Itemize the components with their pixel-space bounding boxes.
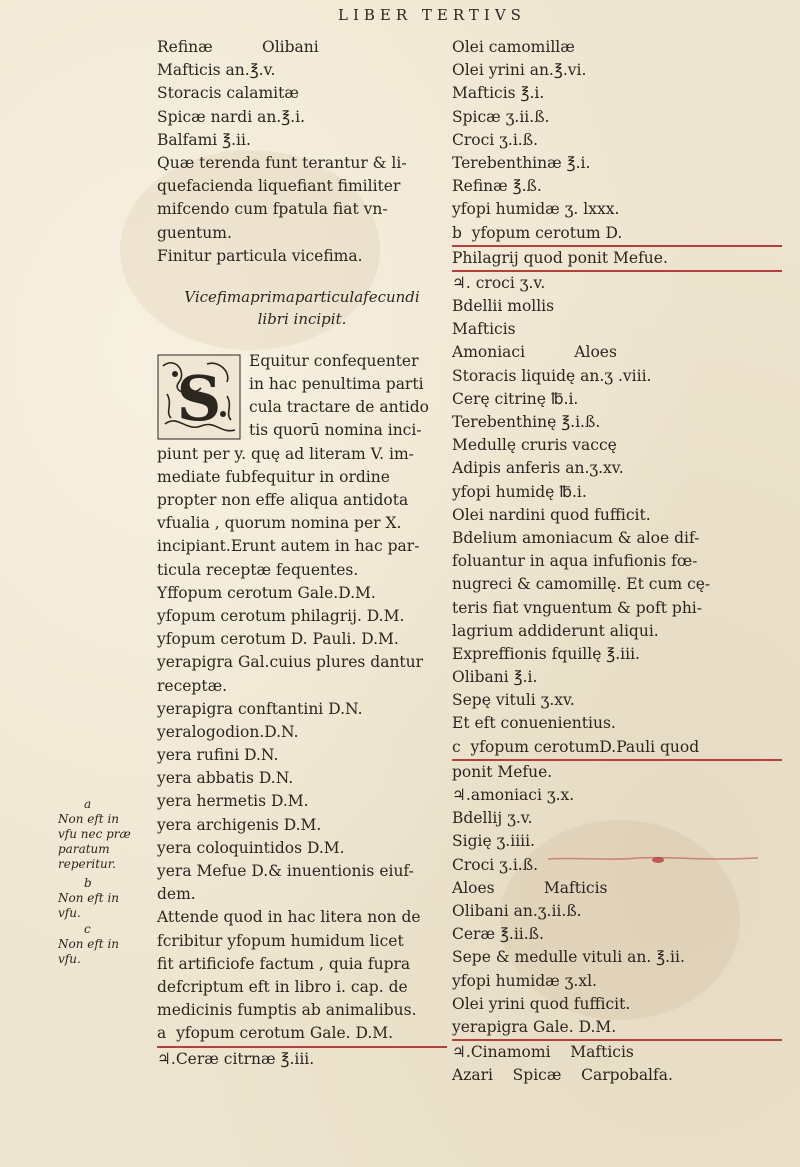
right-text-line: Olei camomillæ [452,38,575,56]
right-text-line: Terebenthinæ ℥.i. [452,153,591,172]
section-spacer [157,330,447,350]
left-text-line: Balfami ℥.ii. [157,130,251,149]
left-column-body [157,443,447,1071]
right-text-line: Bdellij ʒ.v. [452,809,533,828]
dropcap-letter: S [176,361,222,435]
right-text-line: Amoniaci Aloes [452,343,617,362]
right-text-line: Croci ʒ.i.ß. [452,855,539,874]
right-text-line: Terebenthinę ℥.i.ß. [452,413,601,431]
left-text-line: a yfopum cerotum Gale. D.M. [157,1022,447,1047]
left-text-line: ticula receptæ fequentes. [157,560,359,579]
margin-note-line: Non eft in [58,812,120,826]
right-text-line: Medullę cruris vaccę [452,436,617,455]
margin-note-b [58,876,154,921]
margin-note-c-text [58,937,154,967]
margin-note-line: Non eft in [58,891,120,905]
margin-note-line: vfu. [58,952,81,966]
right-text-line: Sigię ʒ.iiii. [452,832,535,851]
margin-note-b-text [58,891,154,921]
left-text-line: fcribitur yfopum humidum licet [157,931,404,950]
right-text-line: Refinæ ℥.ß. [452,177,542,196]
right-text-line: Storacis liquidę an.ʒ .viii. [452,366,652,385]
left-text-line: Spicæ nardi an.℥.i. [157,107,306,126]
right-text-line: yerapigra Gale. D.M. [452,1016,782,1041]
right-text-line: Bdelium amoniacum & aloe dif- [452,528,700,547]
left-text-line: yfopum cerotum philagrij. D.M. [157,606,405,625]
left-column-top-text [157,36,447,268]
left-column [157,36,447,1071]
margin-mark-a: a [84,797,92,811]
right-text-line: ♃. croci ʒ.v. [452,273,546,292]
right-text-line: Olibani an.ʒ.ii.ß. [452,901,582,920]
left-text-line: Attende quod in hac litera non de [157,908,421,927]
right-text-line: Croci ʒ.i.ß. [452,130,539,149]
right-text-line: Et eft conuenientius. [452,714,616,733]
left-text-line: Yffopum cerotum Gale.D.M. [157,583,376,602]
dropcap-text-line: Equitur confequenter [249,351,419,370]
margin-mark-c: c [84,922,91,936]
right-text-line: ponit Mefue. [452,762,553,781]
right-text-line: nugreci & camomillę. Et cum cę- [452,575,711,594]
dropcap-text-line: in hac penultima parti [249,375,424,394]
left-text-line: yeralogodion.D.N. [157,722,299,741]
right-text-line: Olei nardini quod fufficit. [452,505,651,524]
left-text-line: Refinæ Olibani [157,38,319,56]
left-text-line: yera hermetis D.M. [157,792,309,811]
dropcap-text-line: tis quorū nomina inci- [249,421,422,440]
right-text-line: yfopi humidæ ʒ. lxxx. [452,200,620,219]
right-text-line: ♃.Cinamomi Mafticis [452,1043,634,1062]
right-text-line: Expreffionis fquillę ℥.iii. [452,644,640,663]
right-text-line: Sepę vituli ʒ.xv. [452,691,575,710]
right-text-line: ♃.amoniaci ʒ.x. [452,786,575,804]
right-text-line: Olei yrini quod fufficit. [452,994,631,1013]
right-text-line: lagrium addiderunt aliqui. [452,621,659,640]
left-text-line: piunt per y. quę ad literam V. im- [157,444,414,463]
left-text-line: incipiant.Erunt autem in hac par- [157,537,420,556]
margin-note-a [58,797,154,872]
left-text-line: yera abbatis D.N. [157,769,294,788]
dropcap-paragraph [157,350,447,443]
left-text-line: propter non effe aliqua antidota [157,491,409,509]
margin-note-line: Non eft in [58,937,120,951]
left-text-line: medicinis fumptis ab animalibus. [157,1001,417,1020]
section-heading-line-2: libri incipit. [257,309,347,328]
margin-note-line: paratum [58,842,110,856]
left-text-line: quefacienda liquefiant fimiliter [157,177,401,196]
left-text-line: yera rufini D.N. [157,746,279,765]
right-text-line: Sepe & medulle vituli an. ℥.ii. [452,948,685,967]
section-heading-line-1: Vicefimaprimaparticulafecundi [184,287,420,306]
left-text-line: Quæ terenda funt terantur & li- [157,153,407,172]
margin-note-line: vfu nec præ [58,827,131,841]
left-text-line: fit artificiofe factum , quia fupra [157,954,411,973]
left-text-line: Finitur particula vicefima. [157,246,363,265]
right-text-line: foluantur in aqua infufionis fœ- [452,552,698,571]
left-text-line: yera coloquintidos D.M. [157,838,345,857]
right-text-line: Philagrij quod ponit Mefue. [452,247,782,272]
left-text-line: yfopum cerotum D. Pauli. D.M. [157,630,399,649]
right-text-line: Ceræ ℥.ii.ß. [452,925,544,944]
right-text-line: Aloes Mafticis [452,878,608,897]
section-spacer [157,268,447,286]
left-text-line: defcriptum eft in libro i. cap. de [157,977,408,996]
margin-note-c [58,922,154,967]
right-text-line: Bdellii mollis [452,297,555,316]
margin-note-line: reperitur. [58,857,116,871]
left-text-line: mediate fubfequitur in ordine [157,467,390,486]
right-column [452,36,782,1087]
red-ink-smudge [548,855,758,863]
margin-note-line: vfu. [58,906,81,920]
left-text-line: Mafticis an.℥.v. [157,61,276,80]
left-text-line: yera archigenis D.M. [157,815,322,834]
right-text-line: Adipis anferis an.ʒ.xv. [452,459,624,478]
left-text-line: Storacis calamitæ [157,84,299,103]
right-text-line: c yfopum cerotumD.Pauli quod [452,736,782,761]
running-title: LIBER TERTIVS [338,6,526,24]
right-text-line: Olei yrini an.℥.vi. [452,61,587,80]
left-text-line: receptæ. [157,676,228,695]
margin-mark-b: b [84,876,92,890]
left-text-line: ♃.Ceræ citrnæ ℥.iii. [157,1049,315,1068]
left-text-line: dem. [157,885,196,904]
right-text-line: Azari Spicæ Carpobalfa. [452,1066,673,1085]
right-text-line: teris fiat vnguentum & poft phi- [452,598,702,617]
right-text-line: yfopi humidę ℔.i. [452,482,587,501]
right-text-line: b yfopum cerotum D. [452,222,782,247]
ornamental-initial-s [157,354,241,440]
right-text-line: Mafticis [452,320,516,339]
right-text-line: Cerę citrinę ℔.i. [452,389,579,408]
left-text-line: yera Mefue D.& inuentionis eiuf- [157,862,414,880]
left-text-line: mifcendo cum fpatula fiat vn- [157,200,388,219]
left-text-line: vfualia , quorum nomina per X. [157,514,402,533]
left-text-line: yerapigra Gal.cuius plures dantur [157,653,424,672]
dropcap-text-line: cula tractare de antido [249,398,430,417]
right-text-line: Olibani ℥.i. [452,668,538,687]
right-text-line: Spicæ ʒ.ii.ß. [452,107,550,126]
margin-note-a-text [58,812,154,872]
left-text-line: guentum. [157,223,232,242]
left-text-line: yerapigra conftantini D.N. [157,699,363,718]
right-text-line: Mafticis ℥.i. [452,84,545,103]
right-text-line: yfopi humidæ ʒ.xl. [452,971,597,990]
